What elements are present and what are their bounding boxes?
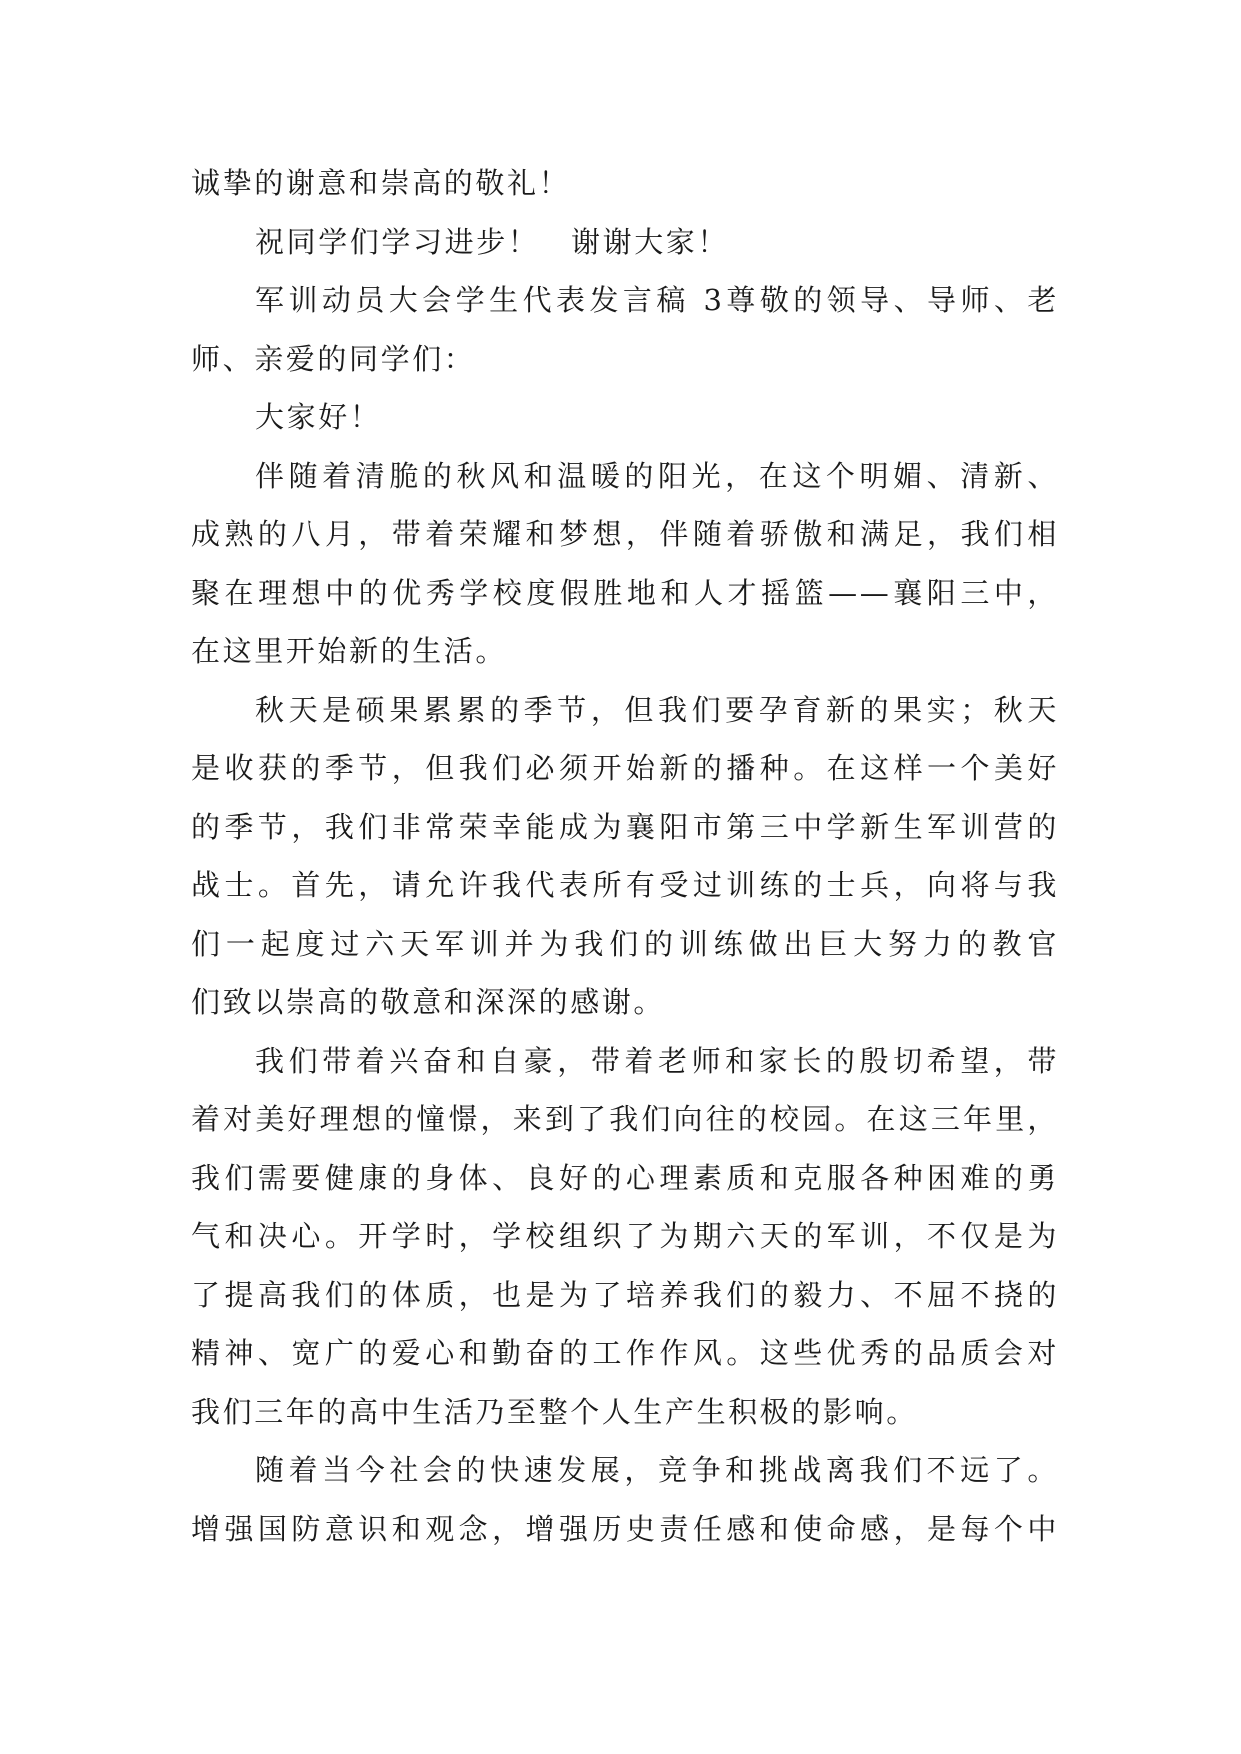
text-line: 秋天是硕果累累的季节，但我们要孕育新的果实；秋天 (255, 692, 1059, 727)
text-line: 了提高我们的体质，也是为了培养我们的毅力、不屈不挠的 (191, 1277, 1059, 1312)
text-line: 战士。首先，请允许我代表所有受过训练的士兵，向将与我 (191, 868, 1059, 902)
text-line: 气和决心。开学时，学校组织了为期六天的军训，不仅是为 (191, 1219, 1059, 1253)
text-line: 大家好！ (255, 400, 382, 434)
document-body (191, 154, 1059, 1558)
text-line: 成熟的八月，带着荣耀和梦想，伴随着骄傲和满足，我们相 (191, 517, 1059, 551)
text-line: 们一起度过六天军训并为我们的训练做出巨大努力的教官 (191, 926, 1059, 961)
text-line: 聚在理想中的优秀学校度假胜地和人才摇篮——襄阳三中， (191, 575, 1059, 610)
text-line: 增强国防意识和观念，增强历史责任感和使命感，是每个中 (191, 1511, 1059, 1546)
text-line: 们致以崇高的敬意和深深的感谢。 (191, 985, 666, 1019)
text-line: 着对美好理想的憧憬，来到了我们向往的校园。在这三年里， (191, 1102, 1059, 1136)
text-line: 祝同学们学习进步！ 谢谢大家！ (255, 224, 730, 259)
text-line: 的季节，我们非常荣幸能成为襄阳市第三中学新生军训营的 (191, 809, 1059, 844)
text-line: 在这里开始新的生活。 (191, 634, 508, 668)
text-line: 我们三年的高中生活乃至整个人生产生积极的影响。 (191, 1394, 918, 1429)
text-line: 是收获的季节，但我们必须开始新的播种。在这样一个美好 (191, 751, 1059, 785)
text-line: 随着当今社会的快速发展，竞争和挑战离我们不远了。 (255, 1453, 1059, 1487)
text-line: 伴随着清脆的秋风和温暖的阳光，在这个明媚、清新、 (255, 458, 1059, 493)
text-line: 诚挚的谢意和崇高的敬礼！ (191, 166, 571, 200)
text-line: 我们带着兴奋和自豪，带着老师和家长的殷切希望，带 (255, 1043, 1059, 1078)
text-line: 师、亲爱的同学们： (191, 341, 476, 376)
text-line: 精神、宽广的爱心和勤奋的工作作风。这些优秀的品质会对 (191, 1336, 1059, 1370)
text-line: 军训动员大会学生代表发言稿 3尊敬的领导、导师、老 (255, 283, 1059, 317)
text-line: 我们需要健康的身体、良好的心理素质和克服各种困难的勇 (191, 1160, 1059, 1195)
